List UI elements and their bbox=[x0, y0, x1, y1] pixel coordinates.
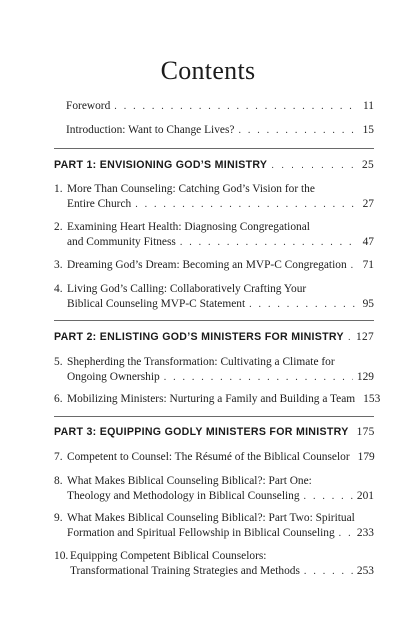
chapter-title-line: Formation and Spiritual Fellowship in Biblical Counseling bbox=[67, 527, 335, 539]
chapter-number: 1. bbox=[54, 183, 63, 195]
chapter-number: 7. bbox=[54, 451, 63, 463]
chapter-title-line: Shepherding the Transformation: Cultivating a Climate for bbox=[67, 356, 335, 368]
page-number: 25 bbox=[362, 159, 374, 171]
part-title: PART 1: ENVISIONING GOD’S MINISTRY bbox=[54, 159, 268, 171]
page-number: 47 bbox=[362, 236, 374, 248]
chapter-title-line: Mobilizing Ministers: Nurturing a Family and Building a Team bbox=[67, 393, 356, 405]
page-number: 153 bbox=[363, 393, 381, 405]
part-title: PART 3: EQUIPPING GODLY MINISTERS FOR MINISTRY bbox=[54, 426, 349, 438]
toc-chapter-3[interactable] bbox=[54, 258, 374, 273]
toc-chapter-9[interactable] bbox=[54, 511, 374, 541]
chapter-title-line: Theology and Methodology in Biblical Counseling bbox=[67, 490, 300, 502]
toc-entry-foreword[interactable] bbox=[66, 99, 374, 114]
page-number: 253 bbox=[356, 565, 374, 577]
chapter-title-line: Transformational Training Strategies and Methods bbox=[70, 565, 300, 577]
chapter-title-line: More Than Counseling: Catching God’s Vision for the bbox=[67, 183, 315, 195]
chapter-title-line: and Community Fitness bbox=[67, 236, 176, 248]
page-number: 179 bbox=[357, 451, 375, 463]
chapter-title-line: Living God’s Calling: Collaboratively Crafting Your bbox=[67, 283, 307, 295]
chapter-title-line: Examining Heart Health: Diagnosing Congregational bbox=[67, 221, 310, 233]
dot-leader bbox=[164, 370, 353, 385]
page-number: 129 bbox=[356, 371, 374, 383]
toc-chapter-2[interactable] bbox=[54, 220, 374, 250]
toc-part-2[interactable] bbox=[54, 330, 374, 345]
page-number: 27 bbox=[362, 198, 374, 210]
dot-leader bbox=[351, 258, 356, 273]
page-number: 175 bbox=[356, 426, 375, 438]
toc-chapter-7[interactable] bbox=[54, 450, 374, 465]
entry-title: Foreword bbox=[66, 100, 111, 112]
page-number: 127 bbox=[356, 331, 374, 343]
dot-leader bbox=[114, 99, 356, 114]
section-divider bbox=[54, 416, 374, 417]
chapter-number: 3. bbox=[54, 259, 63, 271]
section-divider bbox=[54, 148, 374, 149]
chapter-title-line: Entire Church bbox=[67, 198, 132, 210]
chapter-title-line: Equipping Competent Biblical Counselors: bbox=[70, 550, 267, 562]
dot-leader bbox=[180, 235, 356, 250]
chapter-number: 2. bbox=[54, 221, 63, 233]
chapter-title-line: Ongoing Ownership bbox=[67, 371, 160, 383]
toc-chapter-6[interactable] bbox=[54, 392, 381, 407]
dot-leader bbox=[238, 123, 356, 138]
chapter-title-line: Dreaming God’s Dream: Becoming an MVP-C Congregation bbox=[67, 259, 347, 271]
chapter-number: 10. bbox=[54, 550, 69, 562]
toc-part-3[interactable] bbox=[54, 425, 374, 440]
toc-entry-introduction[interactable] bbox=[66, 123, 374, 138]
dot-leader bbox=[339, 526, 353, 541]
toc-chapter-4[interactable] bbox=[54, 282, 374, 312]
toc-part-1[interactable] bbox=[54, 158, 374, 173]
dot-leader bbox=[348, 330, 352, 345]
chapter-number: 9. bbox=[54, 512, 63, 524]
page-number: 201 bbox=[356, 490, 374, 502]
dot-leader bbox=[249, 297, 356, 312]
page-number: 71 bbox=[362, 259, 374, 271]
chapter-title-line: What Makes Biblical Counseling Biblical?: Part One: bbox=[67, 475, 312, 487]
dot-leader bbox=[304, 564, 353, 579]
chapter-title-line: Biblical Counseling MVP-C Statement bbox=[67, 298, 246, 310]
chapter-number: 5. bbox=[54, 356, 63, 368]
page-number: 15 bbox=[362, 124, 374, 136]
dot-leader bbox=[304, 489, 353, 504]
toc-chapter-5[interactable] bbox=[54, 355, 374, 385]
chapter-title-line: Competent to Counsel: The Résumé of the Biblical Counselor bbox=[67, 451, 350, 463]
toc-chapter-10[interactable] bbox=[54, 549, 374, 579]
chapter-number: 8. bbox=[54, 475, 63, 487]
page-number: 95 bbox=[362, 298, 374, 310]
entry-title: Introduction: Want to Change Lives? bbox=[66, 124, 235, 136]
chapter-number: 6. bbox=[54, 393, 63, 405]
chapter-number: 4. bbox=[54, 283, 63, 295]
toc-chapter-8[interactable] bbox=[54, 474, 374, 504]
section-divider bbox=[54, 320, 374, 321]
part-title: PART 2: ENLISTING GOD’S MINISTERS FOR MINISTRY bbox=[54, 331, 344, 343]
toc-chapter-1[interactable] bbox=[54, 182, 374, 212]
chapter-title-line: What Makes Biblical Counseling Biblical?: Part Two: Spiritual bbox=[67, 512, 355, 524]
page-number: 11 bbox=[363, 100, 374, 112]
page-number: 233 bbox=[356, 527, 374, 539]
page-title: Contents bbox=[160, 56, 256, 85]
dot-leader bbox=[271, 158, 356, 173]
dot-leader bbox=[135, 197, 356, 212]
